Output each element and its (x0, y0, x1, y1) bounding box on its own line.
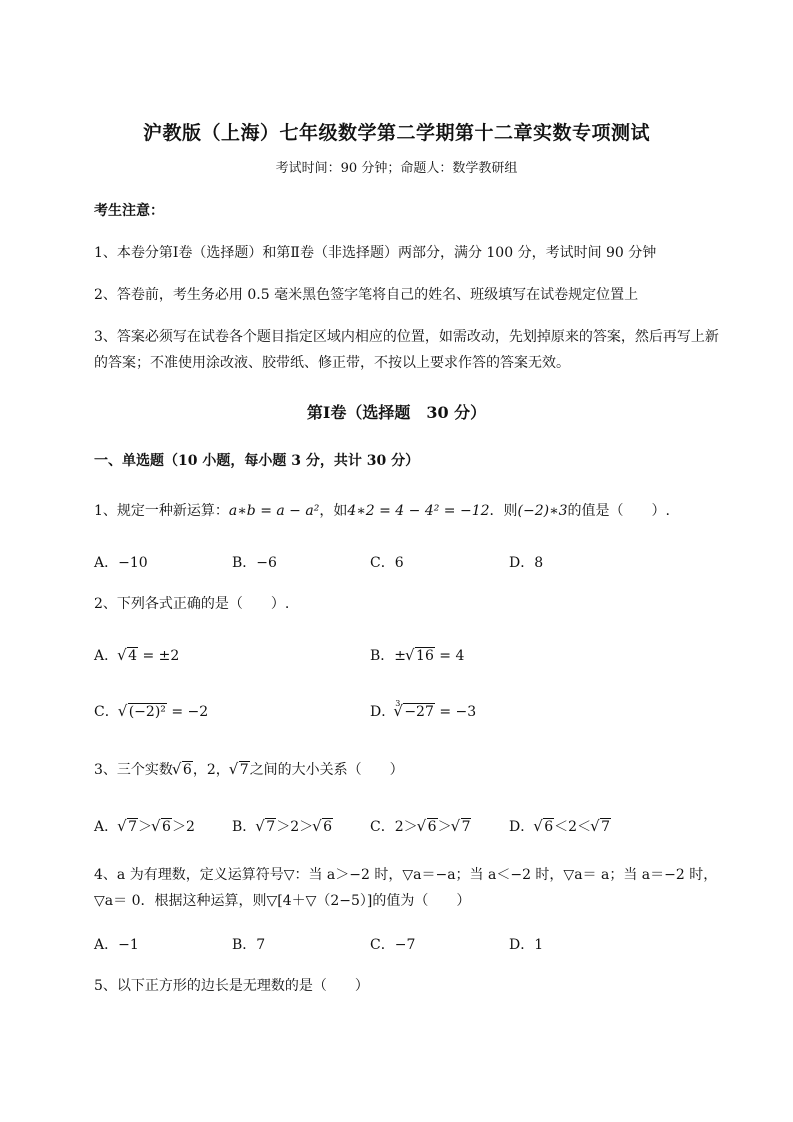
sqrt-symbol (406, 648, 435, 664)
q3-option-c[interactable] (370, 816, 471, 836)
q2-c-label: C． (94, 704, 119, 720)
notice-heading: 考生注意： (94, 203, 164, 219)
q2-b-rhs: = 4 (434, 648, 465, 664)
sqrt-symbol (591, 819, 611, 835)
notice-item-2: 2、答卷前，考生务必用 0.5 毫米黑色签字笔将自己的姓名、班级填写在试卷规定位置上 (94, 287, 639, 303)
q1-text-c: ．则 (489, 503, 518, 519)
q3-option-d[interactable] (509, 816, 611, 836)
q4-option-a[interactable]: A．−1 (94, 937, 139, 953)
q1-formula-example: 4∗2 = 4 − 4² = −12 (347, 503, 490, 519)
q2-option-d[interactable] (370, 701, 476, 721)
q3-text-a: 3、三个实数 (94, 762, 173, 778)
q3-b-part-2: ＞2＞ (276, 819, 314, 835)
q2-option-c[interactable] (94, 701, 208, 721)
q3-a-part-1: 7 (128, 819, 138, 835)
q3-c-label: C． (370, 819, 395, 835)
sqrt-symbol (118, 648, 138, 664)
q1-text-d: 的值是（ ）. (567, 503, 670, 519)
q3-d-label: D． (509, 819, 535, 835)
q2-d-rhs: = −3 (434, 704, 477, 720)
question-4-stem-line-2: ▽a＝ 0．根据这种运算，则▽[4＋▽（2−5）]的值为（ ） (94, 893, 471, 909)
sqrt-symbol (418, 819, 438, 835)
q3-c-part-2: 6 (427, 819, 437, 835)
section-heading: 一、单选题（10 小题，每小题 3 分，共计 30 分） (94, 453, 420, 469)
q3-text-c: 之间的大小关系（ ） (249, 762, 404, 778)
q2-a-radicand: 4 (128, 648, 138, 664)
q3-radicand-1: 6 (182, 762, 192, 778)
sqrt-symbol (230, 762, 250, 778)
q3-b-part-3: 6 (323, 819, 333, 835)
q3-radicand-2: 7 (239, 762, 249, 778)
notice-item-1: 1、本卷分第Ⅰ卷（选择题）和第Ⅱ卷（非选择题）两部分，满分 100 分，考试时间 90 分钟 (94, 245, 657, 261)
q2-a-label: A． (94, 648, 119, 664)
question-3-stem (94, 759, 404, 779)
q2-a-rhs: = ±2 (138, 648, 180, 664)
q3-c-part-1: 2＞ (394, 819, 418, 835)
q4-option-b[interactable]: B．7 (232, 937, 266, 953)
q1-option-c[interactable]: C．6 (370, 555, 404, 571)
q2-c-rhs: = −2 (166, 704, 209, 720)
q3-d-part-1: 6 (544, 819, 554, 835)
page-title: 沪教版（上海）七年级数学第二学期第十二章实数专项测试 (142, 122, 650, 144)
sqrt-symbol (152, 819, 172, 835)
sqrt-symbol (534, 819, 554, 835)
sqrt-symbol (256, 819, 276, 835)
q2-c-radicand: (−2)² (128, 704, 166, 720)
question-2-stem: 2、下列各式正确的是（ ）. (94, 596, 290, 612)
q2-b-prefix: ± (394, 648, 407, 664)
q3-c-part-4: 7 (461, 819, 471, 835)
sqrt-symbol (118, 819, 138, 835)
question-1-stem (94, 500, 670, 520)
question-4-stem-line-1: 4、a 为有理数，定义运算符号▽：当 a＞−2 时，▽a＝−a；当 a＜−2 时，▽a＝ a；当 a＝−2 时， (94, 867, 718, 883)
question-5-stem: 5、以下正方形的边长是无理数的是（ ） (94, 978, 369, 994)
sqrt-symbol (452, 819, 472, 835)
q3-text-b: ，2， (192, 762, 230, 778)
notice-item-3: 3、答案必须写在试卷各个题目指定区域内相应的位置，如需改动，先划掉原来的答案，然后再写上新 (94, 329, 719, 345)
q1-option-b[interactable]: B．−6 (232, 555, 277, 571)
q4-option-c[interactable]: C．−7 (370, 937, 416, 953)
q3-b-part-1: 7 (266, 819, 276, 835)
q3-b-label: B． (232, 819, 257, 835)
q2-option-b[interactable] (370, 645, 464, 665)
exam-info: 考试时间：90 分钟；命题人：数学教研组 (275, 161, 518, 176)
q2-b-radicand: 16 (416, 648, 434, 664)
q3-option-a[interactable] (94, 816, 195, 836)
q1-text-b: ，如 (319, 503, 348, 519)
part-title: 第Ⅰ卷（选择题 30 分） (306, 403, 487, 422)
q2-d-label: D． (370, 704, 396, 720)
cube-root-index: 3 (395, 699, 401, 708)
q2-option-a[interactable] (94, 645, 179, 665)
q3-c-part-3: ＞ (437, 819, 452, 835)
sqrt-symbol (394, 704, 435, 720)
q3-d-part-2: ＜2＜ (554, 819, 592, 835)
q3-a-label: A． (94, 819, 119, 835)
q1-option-a[interactable]: A．−10 (94, 555, 148, 571)
q3-a-part-2: ＞ (138, 819, 153, 835)
notice-item-3-cont: 的答案；不准使用涂改液、胶带纸、修正带，不按以上要求作答的答案无效。 (94, 355, 570, 371)
q3-d-part-3: 7 (601, 819, 610, 835)
q2-d-radicand: −27 (404, 704, 434, 720)
q3-a-part-3: 6 (162, 819, 171, 835)
q1-option-d[interactable]: D．8 (509, 555, 544, 571)
sqrt-symbol (119, 704, 167, 720)
sqrt-symbol (313, 819, 333, 835)
q1-text-a: 1、规定一种新运算： (94, 503, 229, 519)
q1-formula-definition: a∗b = a − a² (228, 503, 320, 519)
q4-option-d[interactable]: D．1 (509, 937, 544, 953)
q3-option-b[interactable] (232, 816, 333, 836)
q2-b-label: B． (370, 648, 395, 664)
sqrt-symbol (173, 762, 193, 778)
q3-a-part-4: ＞2 (171, 819, 195, 835)
q1-formula-ask: (−2)∗3 (517, 503, 568, 519)
